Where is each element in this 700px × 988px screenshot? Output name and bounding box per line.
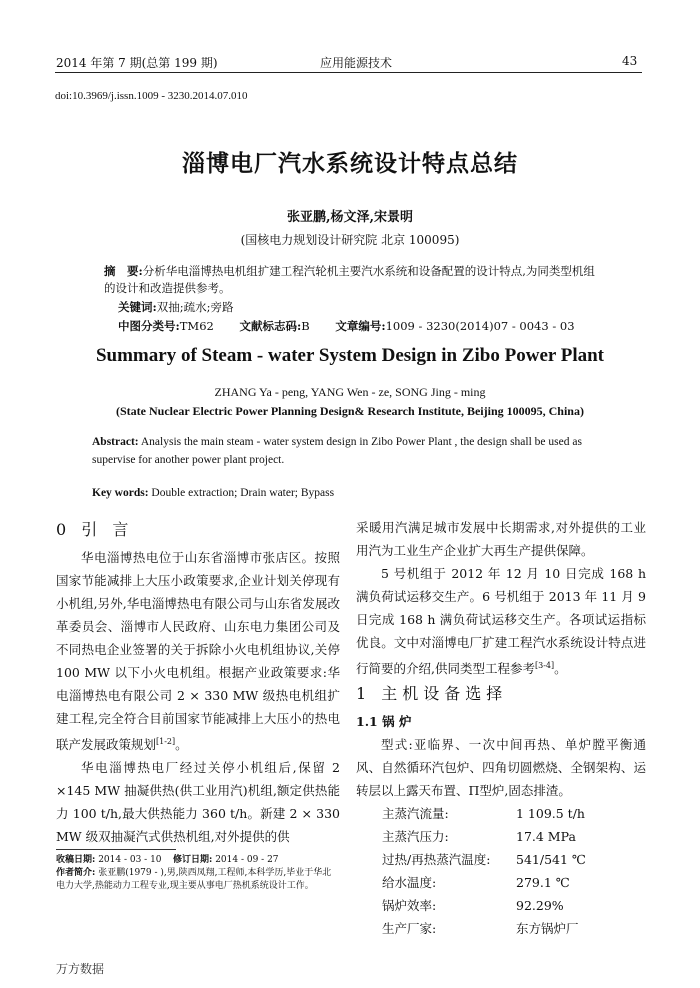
left-column — [56, 516, 340, 848]
spec-value: 1 109.5 t/h — [516, 806, 585, 822]
spec-row — [382, 825, 646, 848]
doi: doi:10.3969/j.issn.1009 - 3230.2014.07.010 — [55, 90, 248, 102]
section-0-paragraph-2: 华电淄博热电厂经过关停小机组后,保留 2 ×145 MW 抽凝供热(供工业用汽)机组,额定供热能力 100 t/h,最大供热能力 360 t/h。新建 2 × 330 MW 级双抽凝汽式供热机组,对外提供的供 — [56, 760, 340, 845]
keywords-en-label: Key words: — [92, 487, 149, 499]
section-0-paragraph-2-continued: 采暖用汽满足城市发展中长期需求,对外提供的工业用汽为工业生产企业扩大再生产提供保障。 — [356, 520, 646, 558]
keywords-cn-label: 关键词: — [118, 300, 157, 314]
classification-row — [118, 318, 597, 334]
spec-row — [382, 871, 646, 894]
spec-key: 过热/再热蒸汽温度: — [382, 852, 491, 868]
punctuation: 。 — [175, 737, 188, 753]
bio-text: 张亚鹏(1979 - ),男,陕西凤翔,工程师,本科学历,毕业于华北电力大学,热能动力工程专业,现主要从事电厂热机系统设计工作。 — [56, 868, 332, 891]
affiliation-cn: (国核电力规划设计研究院 北京 100095) — [240, 233, 460, 247]
spec-row — [382, 802, 646, 825]
abstract-en-text: Analysis the main steam - water system design in Zibo Power Plant , the design shall be used as supervise for another power plant project. — [92, 436, 582, 466]
punctuation: 。 — [554, 661, 567, 677]
spec-row — [382, 917, 646, 940]
citation: [3-4] — [534, 661, 555, 670]
abstract-cn-text: 分析华电淄博热电机组扩建工程汽轮机主要汽水系统和设备配置的设计特点,为同类型机组的设计和改造提供参考。 — [104, 264, 595, 295]
spec-value: 92.29% — [516, 898, 564, 914]
keywords-en — [92, 487, 334, 499]
header-rule — [55, 72, 642, 73]
authors-cn: 张亚鹏,杨文泽,宋景明 — [286, 210, 414, 225]
header-journal: 应用能源技术 — [320, 56, 393, 70]
spec-key: 生产厂家: — [382, 921, 437, 937]
keywords-en-text: Double extraction; Drain water; Bypass — [148, 487, 335, 499]
watermark: 万方数据 — [56, 962, 105, 976]
doc-code-label: 文献标志码: — [239, 319, 302, 333]
section-1-1-heading: 1.1 锅 炉 — [356, 714, 412, 730]
bio-label: 作者简介: — [56, 868, 96, 878]
spec-value: 17.4 MPa — [516, 829, 576, 845]
article-no-value: 1009 - 3230(2014)07 - 0043 - 03 — [385, 319, 575, 333]
paragraph-text: 华电淄博热电位于山东省淄博市张店区。按照国家节能减排上大压小政策要求,企业计划关停现有小机组,另外,华电淄博热电有限公司与山东省发展改革委员会、淄博市人民政府、山东电力集团公司及不同热电企业签署的关于拆除小火电机组协议,关停 100 MW 以下小火电机组。根据产业政策要求:华电淄博热电有限公司 2 × 330 MW 级热电机组扩建工程,完全符合目前国家节能减排上大压小的热电联产发展政策规划 — [56, 550, 340, 753]
spec-key: 锅炉效率: — [382, 898, 437, 914]
doc-code-value: B — [301, 319, 310, 333]
abstract-cn — [104, 263, 604, 297]
revised-date: 2014 - 09 - 27 — [215, 855, 279, 865]
abstract-en-label: Abstract: — [92, 436, 139, 448]
abstract-en — [92, 433, 607, 469]
spec-key: 主蒸汽压力: — [382, 829, 449, 845]
footnote-rule — [56, 849, 176, 850]
spec-row — [382, 848, 646, 871]
keywords-cn-text: 双抽;疏水;旁路 — [156, 300, 234, 314]
authors-en: ZHANG Ya - peng, YANG Wen - ze, SONG Jing - ming — [214, 385, 486, 399]
spec-key: 主蒸汽流量: — [382, 806, 449, 822]
header-page-number: 43 — [622, 54, 638, 68]
right-column — [356, 516, 646, 940]
spec-value: 东方锅炉厂 — [516, 921, 579, 937]
spec-value: 279.1 ℃ — [516, 875, 570, 891]
affiliation-en: (State Nuclear Electric Power Planning Design& Research Institute, Beijing 100095, China) — [116, 404, 584, 418]
spec-key: 给水温度: — [382, 875, 437, 891]
spec-row — [382, 894, 646, 917]
header-issue: 2014 年第 7 期(总第 199 期) — [56, 56, 218, 70]
boiler-spec-list — [356, 802, 646, 940]
section-0-paragraph-3 — [356, 562, 646, 680]
title-en: Summary of Steam - water System Design in Zibo Power Plant — [95, 345, 605, 366]
clc-value: TM62 — [179, 319, 214, 333]
footnote — [56, 854, 340, 893]
paragraph-text: 5 号机组于 2012 年 12 月 10 日完成 168 h 满负荷试运移交生产。6 号机组于 2013 年 11 月 9 日完成 168 h 满负荷试运移交生产。各项试运指标优良。文中对淄博电厂扩建工程汽水系统设计特点进行简要的介绍,供同类型工程参考 — [356, 566, 646, 677]
citation: [1-2] — [156, 737, 176, 746]
clc-label: 中图分类号: — [118, 319, 180, 333]
article-no-label: 文章编号: — [335, 319, 386, 333]
boiler-type-paragraph: 型式:亚临界、一次中间再热、单炉膛平衡通风、自然循环汽包炉、四角切圆燃烧、全钢架构、运转层以上露天布置、Π型炉,固态排渣。 — [356, 737, 646, 799]
received-label: 收稿日期: — [56, 855, 96, 865]
keywords-cn — [118, 299, 234, 315]
spec-value: 541/541 ℃ — [516, 852, 586, 868]
received-date: 2014 - 03 - 10 — [98, 855, 162, 865]
abstract-cn-label: 摘 要: — [104, 264, 143, 278]
section-0-paragraph-1 — [56, 546, 340, 756]
title-cn: 淄博电厂汽水系统设计特点总结 — [182, 150, 518, 177]
revised-label: 修订日期: — [173, 855, 213, 865]
section-1-heading: 1 主机设备选择 — [356, 684, 508, 704]
section-0-heading: 0 引 言 — [56, 520, 134, 539]
